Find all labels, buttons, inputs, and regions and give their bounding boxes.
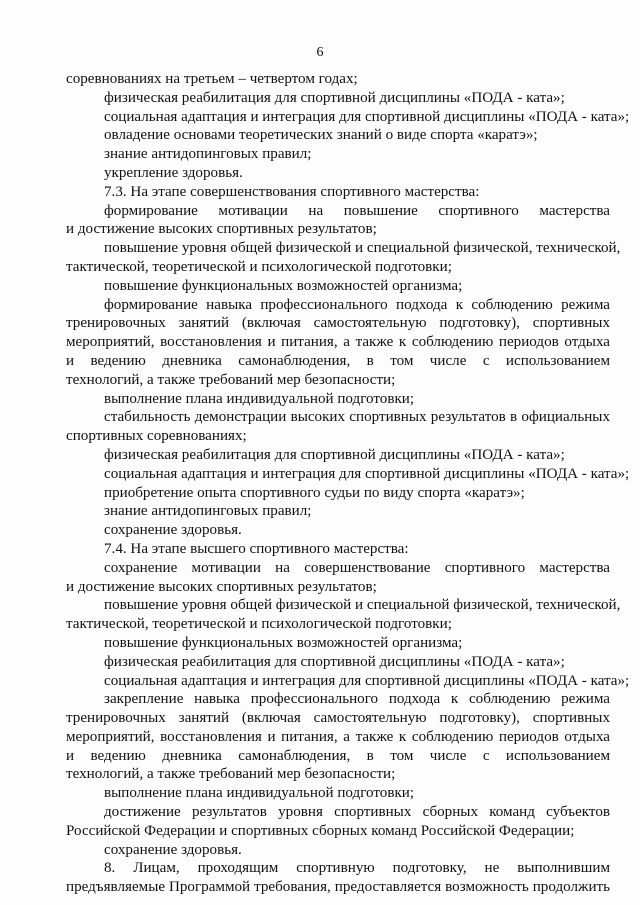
text-line: сохранение здоровья. bbox=[104, 522, 242, 539]
text-line: формирование мотивации на повышение спортивного мастерства bbox=[104, 202, 610, 219]
text-line: формирование навыка профессионального подхода к соблюдению режима bbox=[104, 296, 610, 313]
text-line: повышение уровня общей физической и специальной физической, технической, bbox=[104, 240, 621, 257]
text-line: тактической, теоретической и психологической подготовки; bbox=[66, 258, 452, 275]
text-line: знание антидопинговых правил; bbox=[104, 503, 312, 520]
text-line: приобретение опыта спортивного судьи по виду спорта «каратэ»; bbox=[104, 484, 525, 501]
text-line: социальная адаптация и интеграция для спортивной дисциплины «ПОДА - ката»; bbox=[104, 465, 630, 482]
text-line: повышение функциональных возможностей организма; bbox=[104, 277, 463, 294]
text-line: мероприятий, восстановления и питания, а также к соблюдению периодов отдыха bbox=[66, 728, 610, 745]
text-line: и достижение высоких спортивных результатов; bbox=[66, 578, 377, 595]
text-line: 7.3. На этапе совершенствования спортивного мастерства: bbox=[104, 183, 480, 200]
text-line: соревнованиях на третьем – четвертом годах; bbox=[66, 71, 358, 87]
text-line: сохранение здоровья. bbox=[104, 841, 242, 858]
text-line: мероприятий, восстановления и питания, а также к соблюдению периодов отдыха bbox=[66, 334, 610, 351]
text-line: тактической, теоретической и психологической подготовки; bbox=[66, 616, 452, 633]
text-line: выполнение плана индивидуальной подготовки; bbox=[104, 390, 415, 407]
text-line: технологий, а также требований мер безопасности; bbox=[66, 766, 396, 783]
text-line: предъявляемые Программой требования, предоставляется возможность продолжить bbox=[66, 879, 610, 896]
text-line: стабильность демонстрации высоких спортивных результатов в официальных bbox=[104, 409, 610, 426]
text-line: выполнение плана индивидуальной подготовки; bbox=[104, 785, 415, 802]
text-line: социальная адаптация и интеграция для спортивной дисциплины «ПОДА - ката»; bbox=[104, 108, 630, 125]
text-line: повышение функциональных возможностей организма; bbox=[104, 634, 463, 651]
text-line: тренировочных занятий (включая самостоятельную подготовку), спортивных bbox=[66, 315, 610, 332]
page-number: 6 bbox=[316, 45, 324, 60]
text-line: Российской Федерации и спортивных сборных команд Российской Федерации; bbox=[66, 822, 575, 839]
text-line: овладение основами теоретических знаний о виде спорта «каратэ»; bbox=[104, 127, 538, 144]
text-line: укрепление здоровья. bbox=[104, 164, 243, 181]
text-line: 8. Лицам, проходящим спортивную подготовку, не выполнившим bbox=[104, 860, 610, 877]
text-line: и ведению дневника самонаблюдения, в том числе с использованием bbox=[66, 747, 610, 764]
text-line: технологий, а также требований мер безопасности; bbox=[66, 371, 396, 388]
text-line: достижение результатов уровня спортивных сборных команд субъектов bbox=[104, 804, 610, 821]
text-line: социальная адаптация и интеграция для спортивной дисциплины «ПОДА - ката»; bbox=[104, 672, 630, 689]
text-line: спортивных соревнованиях; bbox=[66, 428, 247, 445]
document-body bbox=[66, 70, 630, 897]
text-line: сохранение мотивации на совершенствование спортивного мастерства bbox=[104, 559, 610, 576]
text-line: физическая реабилитация для спортивной дисциплины «ПОДА - ката»; bbox=[104, 653, 565, 670]
text-line: физическая реабилитация для спортивной дисциплины «ПОДА - ката»; bbox=[104, 446, 565, 463]
text-line: знание антидопинговых правил; bbox=[104, 146, 312, 163]
text-line: и достижение высоких спортивных результатов; bbox=[66, 221, 377, 238]
text-line: и ведению дневника самонаблюдения, в том числе с использованием bbox=[66, 352, 610, 369]
text-line: тренировочных занятий (включая самостоятельную подготовку), спортивных bbox=[66, 710, 610, 727]
text-line: физическая реабилитация для спортивной дисциплины «ПОДА - ката»; bbox=[104, 89, 565, 106]
text-line: 7.4. На этапе высшего спортивного мастерства: bbox=[104, 540, 409, 557]
text-line: закрепление навыка профессионального подхода к соблюдению режима bbox=[104, 691, 610, 708]
text-line: повышение уровня общей физической и специальной физической, технической, bbox=[104, 597, 621, 614]
